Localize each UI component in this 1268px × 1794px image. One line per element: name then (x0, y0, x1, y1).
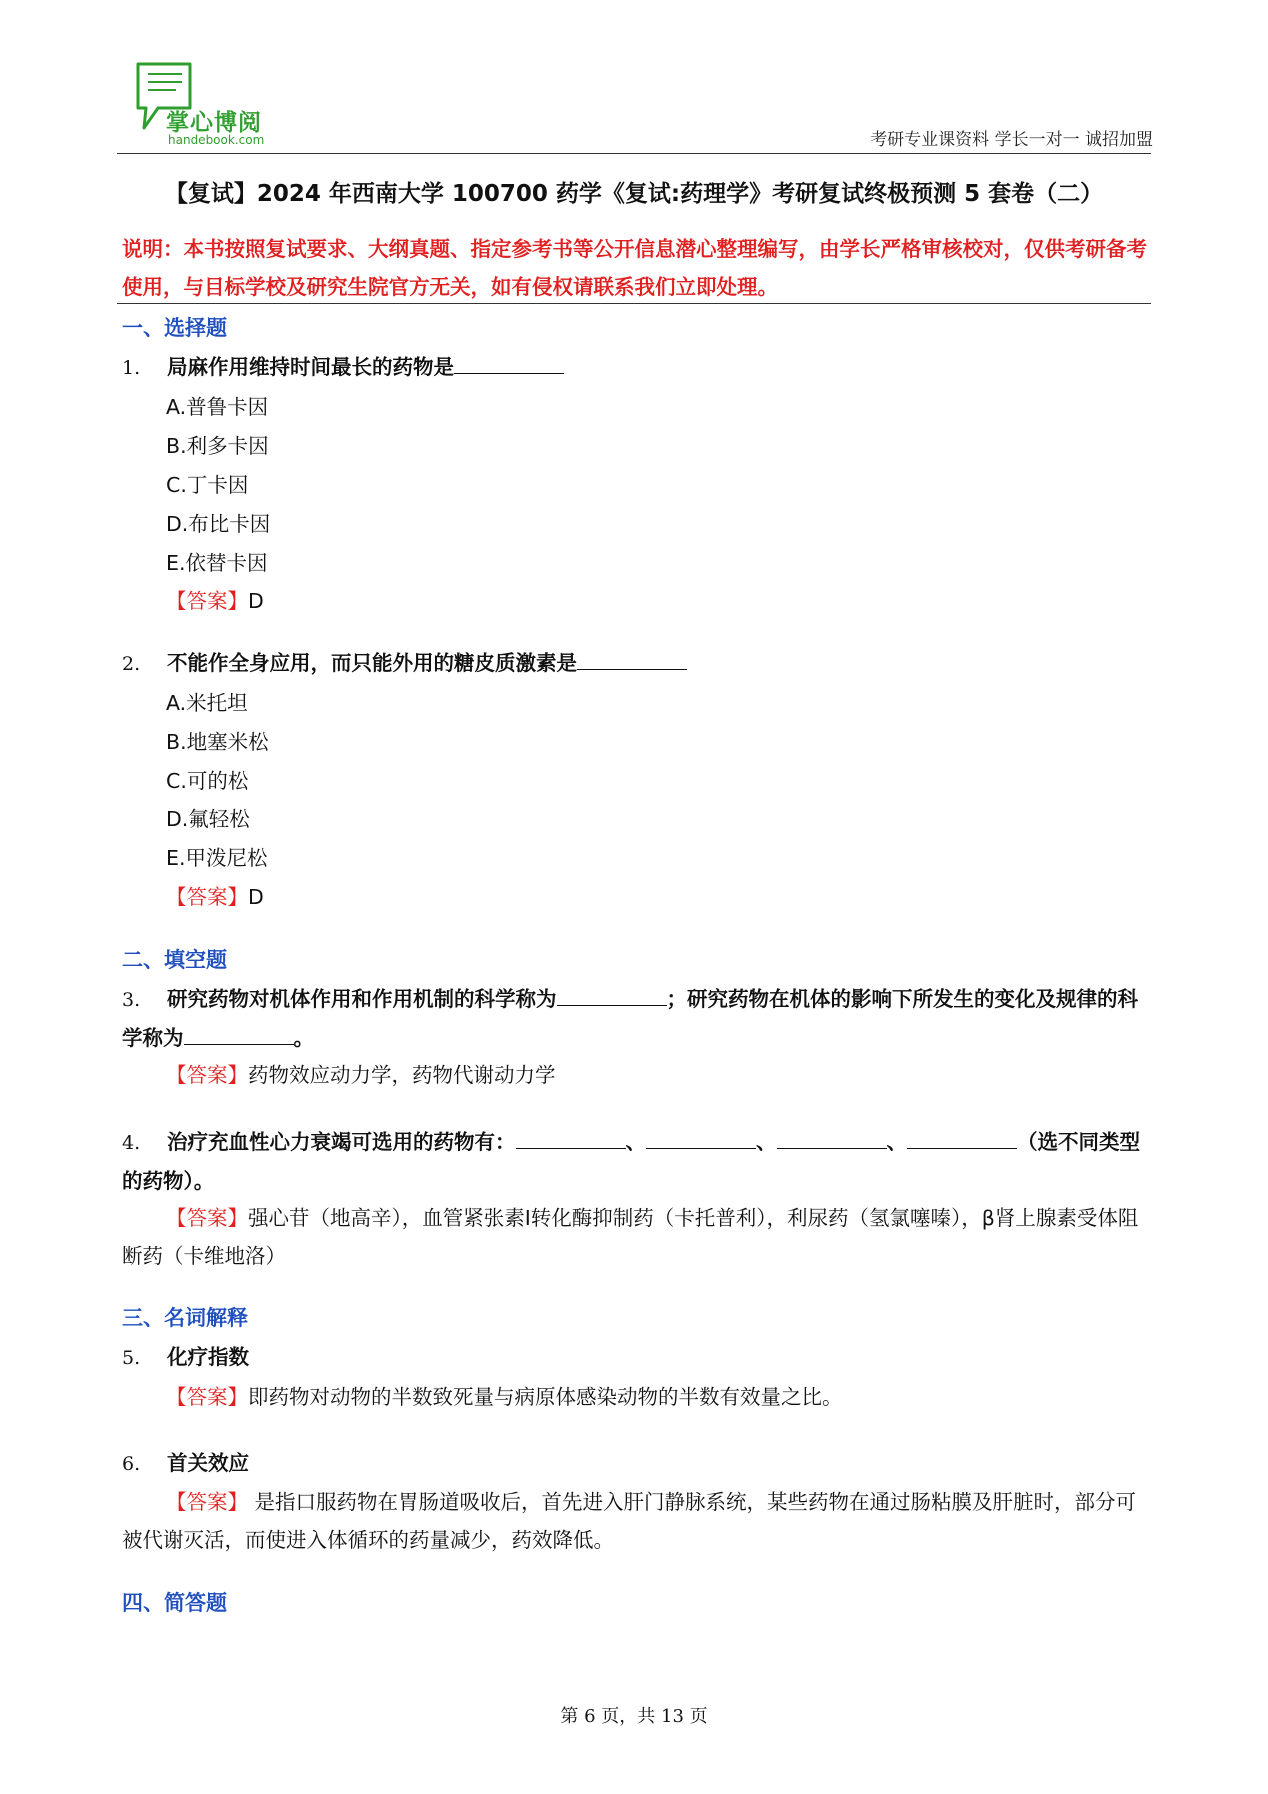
answer-text: 强心苷（地高辛），血管紧张素Ⅰ转化酶抑制药（卡托普利），利尿药（氢氯噻嗪），β肾上腺素受体阻断药（卡维地洛） (122, 1206, 1139, 1268)
answer-text: D (248, 589, 264, 613)
answer-tag: 【答案】 (166, 1206, 248, 1230)
answer-text: 是指口服药物在胃肠道吸收后，首先进入肝门静脉系统，某些药物在通过肠粘膜及肝脏时，部分可被代谢灭活，而使进入体循环的药量减少，药效降低。 (122, 1490, 1137, 1552)
option-d: D.氟轻松 (166, 807, 250, 831)
option-a: A.米托坦 (166, 691, 248, 715)
answer-tag: 【答案】 (166, 1490, 248, 1514)
answer-blank (907, 1128, 1017, 1149)
question-1 (122, 348, 1152, 387)
answer-text: 即药物对动物的半数致死量与病原体感染动物的半数有效量之比。 (248, 1385, 843, 1409)
answer-blank (557, 985, 667, 1006)
question-text-a: 研究药物对机体作用和作用机制的科学称为 (167, 987, 557, 1011)
option-a: A.普鲁卡因 (166, 395, 269, 419)
question-6 (122, 1444, 1152, 1483)
notice-divider (117, 303, 1151, 304)
answer-blank (516, 1128, 626, 1149)
answer-tag: 【答案】 (166, 885, 248, 909)
question-text-b: （选不同类型的药物）。 (122, 1130, 1140, 1193)
option-b: B.利多卡因 (166, 434, 269, 458)
question-text-a: 治疗充血性心力衰竭可选用的药物有： (167, 1130, 516, 1154)
answer-1 (166, 584, 264, 614)
document-title: 【复试】2024 年西南大学 100700 药学《复试:药理学》考研复试终极预测 5 套卷（二） (164, 181, 1104, 207)
brand-logo (132, 60, 292, 146)
option-c: C.丁卡因 (166, 473, 249, 497)
answer-blank (646, 1128, 756, 1149)
question-3 (122, 980, 1152, 1057)
page-footer: 第 6 页，共 13 页 (560, 1706, 708, 1727)
header-divider (117, 153, 1151, 154)
answer-text: D (248, 885, 264, 909)
option-d: D.布比卡因 (166, 512, 271, 536)
section-heading-short-answer: 四、简答题 (122, 1591, 227, 1615)
question-text: 不能作全身应用，而只能外用的糖皮质激素是 (167, 651, 577, 675)
answer-tag: 【答案】 (166, 1385, 248, 1409)
section-heading-choice: 一、选择题 (122, 316, 227, 340)
header-tagline: 考研专业课资料 学长一对一 诚招加盟 (870, 130, 1153, 150)
question-text-c: 。 (293, 1026, 314, 1050)
answer-text: 药物效应动力学，药物代谢动力学 (248, 1063, 556, 1087)
option-c: C.可的松 (166, 769, 249, 793)
answer-blank (454, 353, 564, 374)
logo-text: 掌心博阅 (166, 110, 262, 136)
answer-blank (184, 1024, 294, 1045)
logo-url: handebook.com (168, 133, 265, 147)
question-number: 5. (122, 1347, 141, 1369)
question-number: 1. (122, 357, 141, 379)
answer-tag: 【答案】 (166, 589, 248, 613)
question-text: 首关效应 (167, 1451, 249, 1475)
answer-2 (166, 880, 264, 910)
question-5 (122, 1338, 1152, 1377)
answer-4 (122, 1199, 1152, 1275)
question-text-b: ；研究药物在机体的影响下所发生的变化及规律的科学称为 (122, 987, 1138, 1050)
separator: 、 (886, 1130, 907, 1154)
question-number: 3. (122, 989, 141, 1011)
question-2 (122, 644, 1152, 683)
option-e: E.甲泼尼松 (166, 846, 268, 870)
answer-tag: 【答案】 (166, 1063, 248, 1087)
disclaimer-notice: 说明：本书按照复试要求、大纲真题、指定参考书等公开信息潜心整理编写，由学长严格审核校对，仅供考研备考使用，与目标学校及研究生院官方无关，如有侵权请联系我们立即处理。 (122, 237, 1147, 299)
answer-3 (166, 1058, 556, 1088)
option-b: B.地塞米松 (166, 730, 269, 754)
separator: 、 (756, 1130, 777, 1154)
question-text: 化疗指数 (167, 1345, 249, 1369)
question-4 (122, 1123, 1152, 1200)
section-heading-terms: 三、名词解释 (122, 1306, 248, 1330)
question-number: 6. (122, 1453, 141, 1475)
separator: 、 (625, 1130, 646, 1154)
option-e: E.依替卡因 (166, 551, 268, 575)
answer-blank (777, 1128, 887, 1149)
question-text: 局麻作用维持时间最长的药物是 (167, 355, 454, 379)
question-number: 4. (122, 1132, 141, 1154)
answer-6 (122, 1483, 1152, 1559)
section-heading-fill: 二、填空题 (122, 948, 227, 972)
answer-5 (166, 1380, 843, 1410)
question-number: 2. (122, 653, 141, 675)
answer-blank (577, 649, 687, 670)
